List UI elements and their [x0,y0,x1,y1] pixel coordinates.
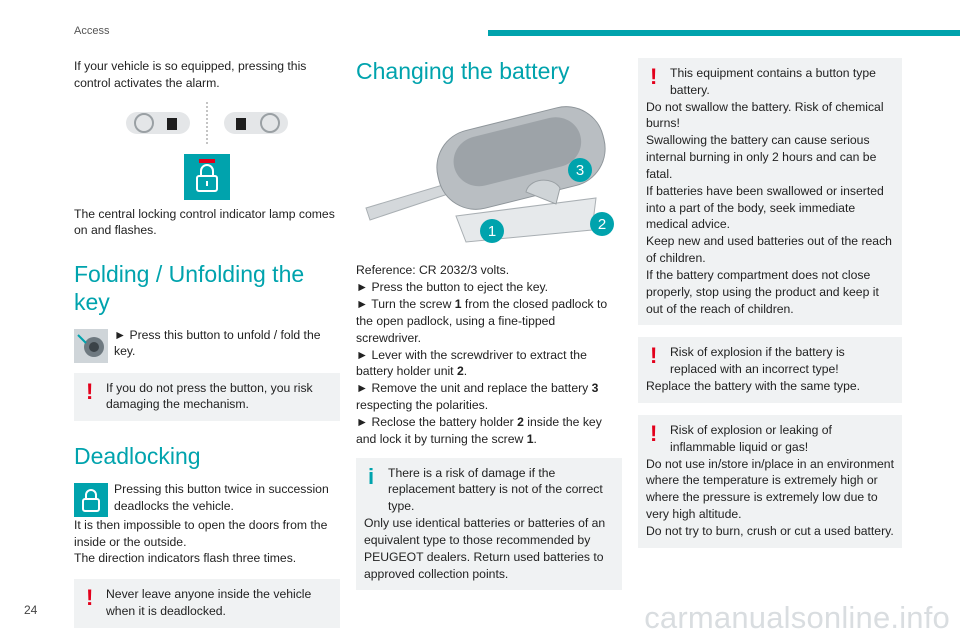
step-text: from the closed padlock to the open padlock, using a fine-tipped screwdriver. [356,297,608,345]
warning-2-line-1: Risk of explosion if the battery is replaced with an incorrect type! [670,345,845,377]
folding-warning-text: If you do not press the button, you risk damaging the mechanism. [106,380,313,412]
warning-3-line-2: Do not use in/store in/place in an environment where the temperature is extremely high or where the pressure is extremely low due to very high altitude. [646,456,894,522]
header-rule [488,30,960,36]
battery-step-4 [356,380,622,414]
page-number: 24 [24,603,38,617]
step-text: inside the key and lock it by turning the screw [356,414,602,446]
deadlocking-text-3: The direction indicators flash three times. [74,551,297,566]
lock-button-icon [74,483,108,517]
warning-icon: ! [86,585,94,611]
figure-label-3: 3 [575,161,585,179]
info-text-2: Only use identical batteries or batteries of an equivalent type to those recommended by PEUGEOT dealers. Return used batteries to approved collection points. [364,516,606,581]
deadlocking-title: Deadlocking [74,443,201,470]
step-text: ► Lever with the screwdriver to extract the battery holder unit [356,347,587,379]
battery-reference: Reference: CR 2032/3 volts. [356,263,510,278]
battery-steps [356,262,622,447]
warning-2-line-2: Replace the battery with the same type. [646,379,861,394]
battery-ingestion-warning-box [638,58,902,325]
step-text: . [533,431,537,446]
warning-3-line-3: Do not try to burn, crush or cut a used battery. [646,523,894,538]
folding-warning-box [74,373,340,422]
battery-step-5 [356,414,622,448]
padlock-closed-icon [184,154,230,200]
battery-step-2 [356,296,622,346]
warning-1-line-5: Keep new and used batteries out of the reach of children. [646,234,892,266]
deadlocking-text-2: It is then impossible to open the doors from the inside or the outside. [74,517,328,549]
deadlocking-warning-box [74,579,340,628]
warning-icon: ! [650,343,658,369]
column-1 [74,58,340,628]
watermark: carmanualsonline.info [644,600,950,635]
steering-wheel-controls-icon [74,102,340,148]
deadlocking-step [74,481,340,517]
warning-1-line-4: If batteries have been swallowed or inserted into a part of the body, seek immediate medical advice. [646,183,884,232]
key-unfold-button-icon [74,329,108,363]
step-ref: 2 [456,364,464,379]
warning-3-line-1: Risk of explosion or leaking of inflammable liquid or gas! [670,422,832,454]
warning-1-line-6: If the battery compartment does not close properly, stop using the product and keep it out of the reach of children. [646,267,879,316]
battery-step-3 [356,347,622,381]
warning-icon: ! [650,420,658,446]
folding-title: Folding / Unfolding the key [74,261,305,315]
battery-info-box [356,458,622,591]
deadlocking-warning-text: Never leave anyone inside the vehicle when it is deadlocked. [106,587,312,619]
column-3 [638,58,902,548]
battery-title: Changing the battery [356,58,570,84]
key-battery-figure [356,98,616,248]
locking-indicator-figure [184,154,230,200]
warning-1-line-1: This equipment contains a button type battery. [670,66,876,97]
info-text-1: There is a risk of damage if the replacement battery is not of the correct type. [388,465,603,514]
step-text: ► Reclose the battery holder [356,414,518,429]
battery-step-1: ► Press the button to eject the key. [356,280,549,295]
step-ref: 3 [591,381,599,396]
battery-type-warning-box [638,337,902,402]
warning-icon: ! [86,378,94,404]
column-2 [356,58,622,590]
alarm-text: If your vehicle is so equipped, pressing this control activates the alarm. [74,59,307,90]
warning-1-line-3: Swallowing the battery can cause serious internal burning in only 2 hours and can be fatal. [646,133,877,181]
step-ref: 1 [526,431,534,446]
folding-instruction: ► Press this button to unfold / fold the key. [114,327,321,359]
figure-label-1: 1 [487,222,497,240]
info-icon: i [368,463,375,489]
indicator-text: The central locking control indicator lamp comes on and flashes. [74,206,335,238]
warning-icon: ! [650,64,658,89]
deadlocking-text-1: Pressing this button twice in succession deadlocks the vehicle. [114,481,329,513]
explosion-warning-box [638,415,902,548]
step-ref: 1 [454,297,462,312]
step-ref: 2 [517,414,524,429]
section-header: Access [74,25,110,37]
step-text: ► Remove the unit and replace the battery [356,381,592,396]
folding-step [74,327,340,363]
warning-1-line-2: Do not swallow the battery. Risk of chemical burns! [646,99,884,131]
step-text: ► Turn the screw [356,297,455,312]
step-text: . [463,364,468,379]
steering-controls-figure [74,102,340,148]
figure-label-2: 2 [597,215,607,233]
step-text: respecting the polarities. [356,398,489,413]
